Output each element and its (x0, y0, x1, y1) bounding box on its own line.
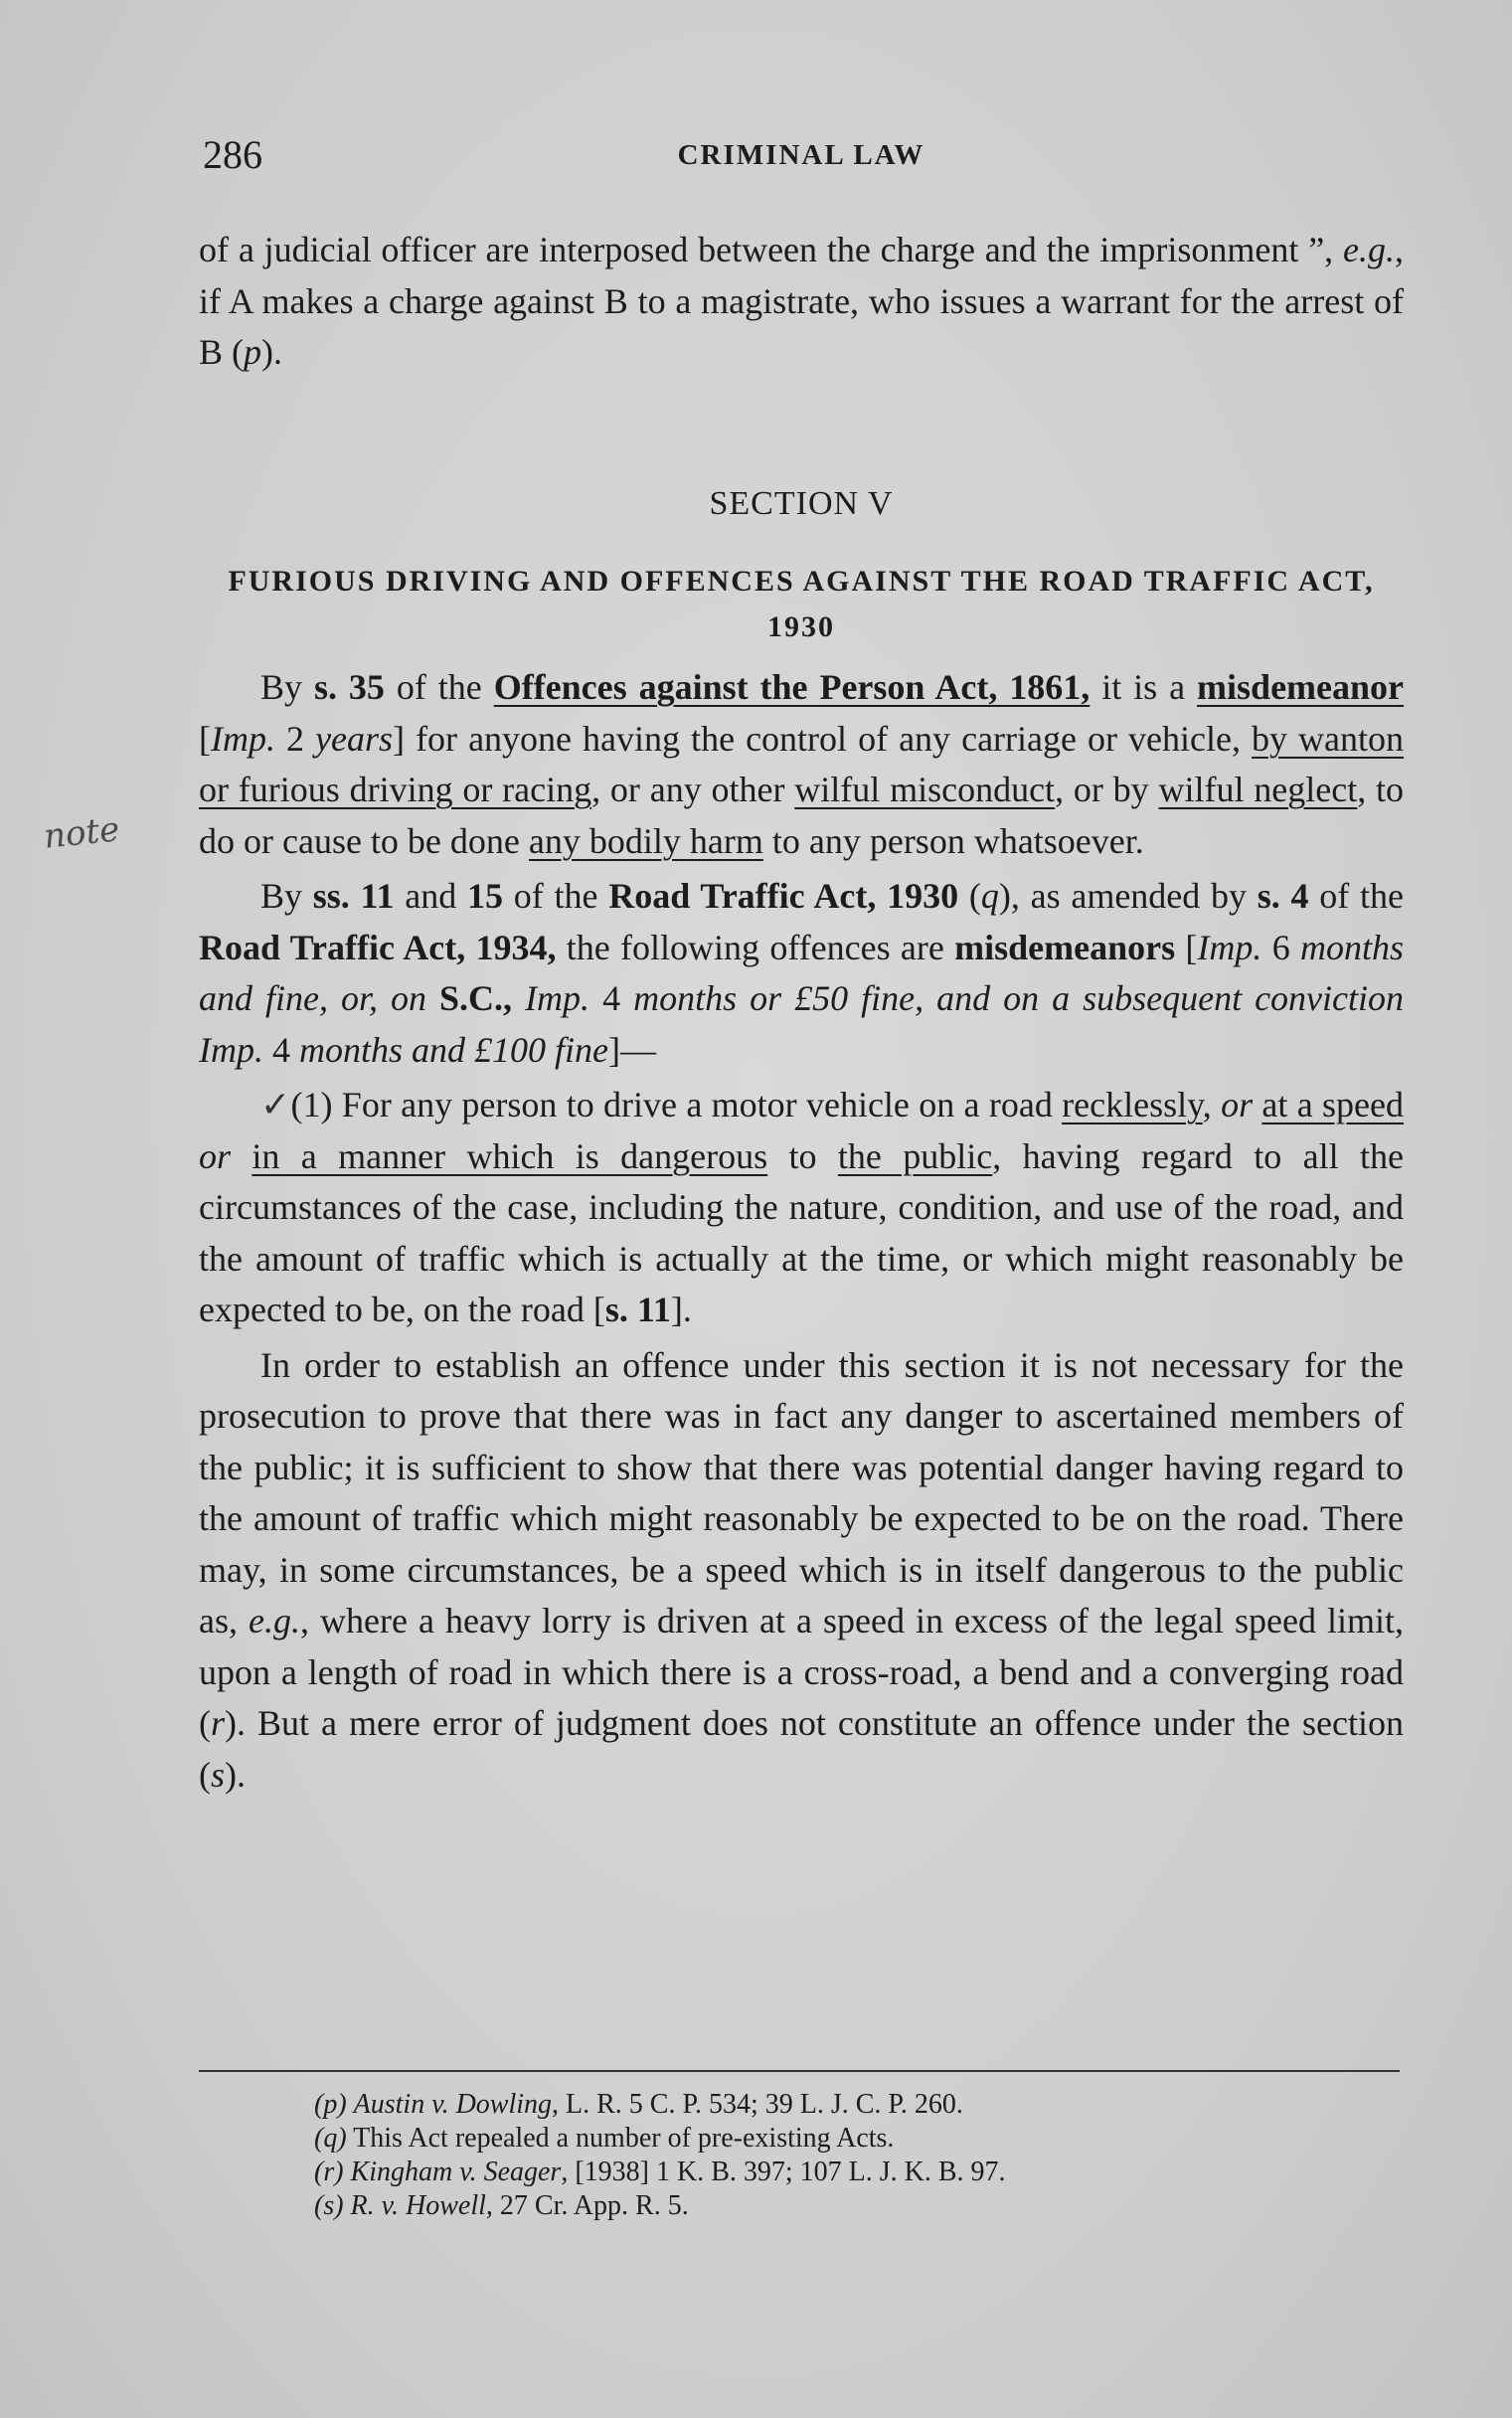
text: or (199, 1135, 232, 1176)
text: to any person whatsoever. (762, 820, 1144, 861)
text: ]. (670, 1290, 692, 1329)
text: Road Traffic Act, 1934, (199, 927, 557, 967)
text: ), as amended by (998, 876, 1258, 916)
body-text (199, 225, 1404, 1801)
page-number: 286 (203, 132, 262, 177)
text: ). (225, 1754, 247, 1795)
text: 4 (263, 1029, 299, 1070)
text: [ (1175, 927, 1198, 967)
paragraph-reckless-driving (199, 1080, 1404, 1336)
section-heading: SECTION V (709, 484, 894, 522)
citation: , L. R. 5 C. P. 534; 39 L. J. C. P. 260. (552, 2089, 963, 2120)
text: wilful neglect (1158, 770, 1358, 809)
text: 4 (589, 978, 634, 1018)
handwritten-margin-note: note (42, 809, 122, 857)
text: By (260, 667, 314, 707)
text: ). (261, 332, 282, 372)
case-name: Kingham v. Seager (350, 2157, 562, 2187)
text: of the (384, 667, 494, 707)
text: , to do or cause to be done (199, 770, 1405, 861)
paragraph-continuation (199, 225, 1404, 379)
text (231, 1136, 252, 1176)
running-title: CRIMINAL LAW (677, 139, 925, 171)
text: , where a heavy lorry is driven at a speed in excess of the legal speed limit, upon a length of road in which there is a cross-road, a bend and a converging road ( (199, 1601, 1404, 1743)
text: , or any other (591, 770, 795, 809)
text: misdemeanor (1197, 667, 1405, 707)
footnote-divider (199, 2070, 1400, 2072)
text: S.C., (439, 978, 513, 1018)
text: of a judicial officer are interposed between the charge and the imprisonment ”, (199, 230, 1344, 269)
text: , having regard to all the circumstances of the case, including the nature, condition, and use of the road, and the amount of traffic which is actually at the time, or which might reasonably be expected to be, on the road [ (199, 1135, 1404, 1329)
text: months and fine, or, on (199, 927, 1404, 1018)
footnote-mark: (r) (314, 2157, 344, 2187)
text: [ (199, 718, 211, 759)
text: at a speed (1261, 1085, 1404, 1124)
text: to (767, 1135, 838, 1176)
citation: This Act repealed a number of pre-existing Acts. (353, 2123, 895, 2154)
paragraph-offences-person-act (199, 662, 1404, 867)
text: it is a (1090, 667, 1198, 707)
text: ). But a mere error of judgment does not constitute an offence under the section ( (199, 1703, 1404, 1795)
text: or (1221, 1085, 1254, 1124)
footnote (314, 2088, 1006, 2122)
text: and (394, 876, 468, 916)
text: 15 (467, 876, 504, 916)
text: years (315, 718, 394, 759)
text: s. 35 (313, 667, 385, 707)
text: Imp. (525, 978, 590, 1018)
footnote-ref: s (211, 1754, 226, 1795)
text: Road Traffic Act, 1930 (608, 876, 959, 916)
text: e.g. (1343, 230, 1395, 269)
citation: , [1938] 1 K. B. 397; 107 L. J. K. B. 97. (561, 2157, 1006, 2187)
footnote-mark: (s) (314, 2190, 344, 2221)
text: by wanton or furious driving or racing (199, 718, 1405, 809)
text: Offences against the Person Act, 1861, (493, 667, 1091, 707)
footnote-ref: r (211, 1703, 226, 1743)
text: , or by (1055, 770, 1159, 809)
footnote (314, 2122, 1006, 2156)
text: By (260, 876, 313, 916)
text: of the (503, 876, 609, 916)
footnotes (314, 2088, 1006, 2223)
citation: , 27 Cr. App. R. 5. (485, 2190, 689, 2221)
text: the public (837, 1135, 993, 1176)
running-header (199, 131, 1404, 181)
text: ss. 11 (312, 876, 395, 916)
text: In order to establish an offence under this section it is not necessary for the prosecution to prove that there was in fact any danger to ascertained members of the public; it is sufficient to show that there was potential danger having regard to the amount of traffic which might reasonably be expected to be on the road. There may, in some circumstances, be a speed which is in itself dangerous to the public as, (199, 1344, 1404, 1641)
text: in a manner which is dangerous (252, 1135, 768, 1176)
text: of the (1308, 876, 1405, 916)
footnote-mark: (p) (314, 2089, 347, 2120)
text: s. 11 (604, 1290, 671, 1329)
text: the following offences are (556, 927, 955, 967)
text: 2 (275, 718, 316, 759)
text: , (1202, 1085, 1222, 1124)
text (512, 978, 525, 1018)
text: ( (958, 876, 981, 916)
case-name: R. v. Howell (350, 2190, 486, 2221)
text: s. 4 (1257, 876, 1309, 916)
text: , if A makes a charge against B to a magistrate, who issues a warrant for the arrest of B ( (199, 230, 1404, 372)
text: any bodily harm (528, 820, 763, 861)
footnote-mark: (q) (314, 2123, 347, 2154)
footnote-ref: q (980, 876, 999, 916)
text: misdemeanors (954, 927, 1176, 967)
case-name: Austin v. Dowling (353, 2089, 553, 2120)
paragraph-road-traffic-act (199, 871, 1404, 1076)
text: 6 (1261, 927, 1300, 967)
paragraph-establishing-offence (199, 1340, 1404, 1802)
section-title: FURIOUS DRIVING AND OFFENCES AGAINST THE ROAD TRAFFIC ACT, 1930 (228, 565, 1375, 643)
text: (1) For any person to drive a motor vehicle on a road (290, 1085, 1063, 1124)
handwritten-check-icon: ✓ (260, 1085, 291, 1124)
footnote (314, 2156, 1006, 2189)
text: Imp. (1197, 927, 1262, 967)
footnote (314, 2189, 1006, 2223)
text: e.g. (249, 1601, 300, 1641)
text: ] for anyone having the control of any carriage or vehicle, (393, 718, 1252, 759)
footnote-ref: p (244, 332, 261, 372)
text: months and £100 fine (299, 1029, 608, 1070)
text: months or £50 fine, and on a subsequent conviction Imp. (199, 978, 1405, 1070)
text: Imp. (211, 718, 275, 759)
text: recklessly (1062, 1085, 1203, 1124)
text: wilful misconduct (794, 770, 1056, 809)
text: ]— (608, 1029, 656, 1070)
